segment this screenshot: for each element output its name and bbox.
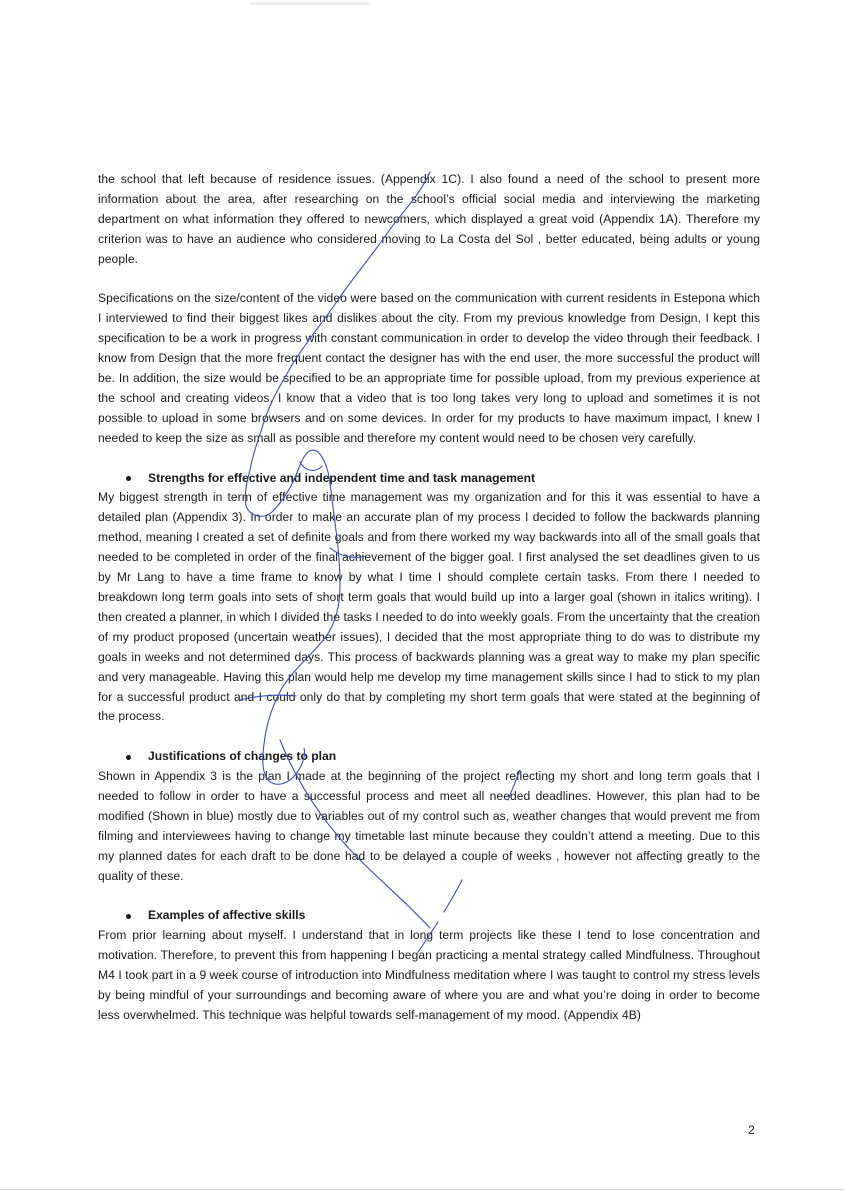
scan-smudge bbox=[250, 2, 370, 5]
bullet-icon bbox=[126, 755, 131, 760]
page-number: 2 bbox=[748, 1123, 755, 1137]
section-body: My biggest strength in term of effective time management was my organization and for this it was essential to have a detailed plan (Appendix 3). In order to make an accurate plan of my process I decided to follow the backwards planning method, meaning I created a set of definite goals and from there worked my way backwards into all of the small goals that needed to be completed in order of the final achievement of the bigger goal. I first analysed the set deadlines given to us by Mr Lang to have a time frame to know by what I time I should complete certain tasks. From there I needed to breakdown long term goals into sets of short term goals that would build up into a larger goal (shown in italics writing). I then created a planner, in which I divided the tasks I needed to do into weekly goals. From the uncertainty that the creation of my product proposed (uncertain weather issues), I decided that the most appropriate thing to do was to distribute my goals in weeks and not determined days. This process of backwards planning was a great way to make my plan specific and very manageable. Having this plan would help me develop my time management skills since I had to stick to my plan for a successful product and I could only do that by completing my short term goals that were stated at the beginning of the process. bbox=[98, 490, 760, 724]
bullet-icon bbox=[126, 914, 131, 919]
section-time-management bbox=[98, 469, 760, 728]
bullet-icon bbox=[126, 476, 131, 481]
page-bottom-edge bbox=[0, 1189, 844, 1190]
section-heading-text: Examples of affective skills bbox=[148, 908, 306, 923]
section-affective-skills bbox=[98, 906, 760, 1025]
page-content bbox=[98, 170, 760, 1026]
section-heading bbox=[98, 469, 760, 489]
section-body: Shown in Appendix 3 is the plan I made at the beginning of the project reflecting my short and long term goals that I needed to follow in order to have a successful process and meet all needed deadlines. However, this plan had to be modified (Shown in blue) mostly due to variables out of my control such as, weather changes that would prevent me from filming and interviewees having to change my timetable last minute because they couldn’t attend a meeting. Due to this my planned dates for each draft to be done had to be delayed a couple of weeks , however not affecting greatly to the quality of these. bbox=[98, 769, 760, 883]
section-heading-text: Strengths for effective and independent time and task management bbox=[148, 470, 536, 485]
section-body: From prior learning about myself. I understand that in long term projects like these I tend to lose concentration and motivation. Therefore, to prevent this from happening I began practicing a mental strategy called Mindfulness. Throughout M4 I took part in a 9 week course of introduction into Mindfulness meditation where I was taught to control my stress levels by being mindful of your surroundings and becoming aware of where you are and what you’re doing in order to become less overwhelmed. This technique was helpful towards self-management of my mood. (Appendix 4B) bbox=[98, 928, 760, 1022]
section-plan-changes bbox=[98, 747, 760, 886]
paragraph-audience: the school that left because of residence issues. (Appendix 1C). I also found a need of the school to present more information about the area, after researching on the school’s official social media and interviewing the marketing department on what information they offered to newcomers, which displayed a great void (Appendix 1A). Therefore my criterion was to have an audience who considered moving to La Costa del Sol , better educated, being adults or young people. bbox=[98, 172, 760, 266]
section-heading bbox=[98, 906, 760, 926]
paragraph-specifications: Specifications on the size/content of the video were based on the communication with current residents in Estepona which I interviewed to find their biggest likes and dislikes about the city. From my previous knowledge from Design, I kept this specification to be a work in progress with constant communication in order to develop the video through their feedback. I know from Design that the more frequent contact the designer has with the end user, the more successful the product will be. In addition, the size would be specified to be an appropriate time for possible upload, from my previous experience at the school and creating videos, I know that a video that is too long takes very long to upload and sometimes it is not possible to upload in some browsers and on some devices. In order for my products to have maximum impact, I knew I needed to keep the size as small as possible and therefore my content would need to be chosen very carefully. bbox=[98, 291, 760, 445]
section-heading-text: Justifications of changes to plan bbox=[148, 749, 337, 764]
section-heading bbox=[98, 747, 760, 767]
